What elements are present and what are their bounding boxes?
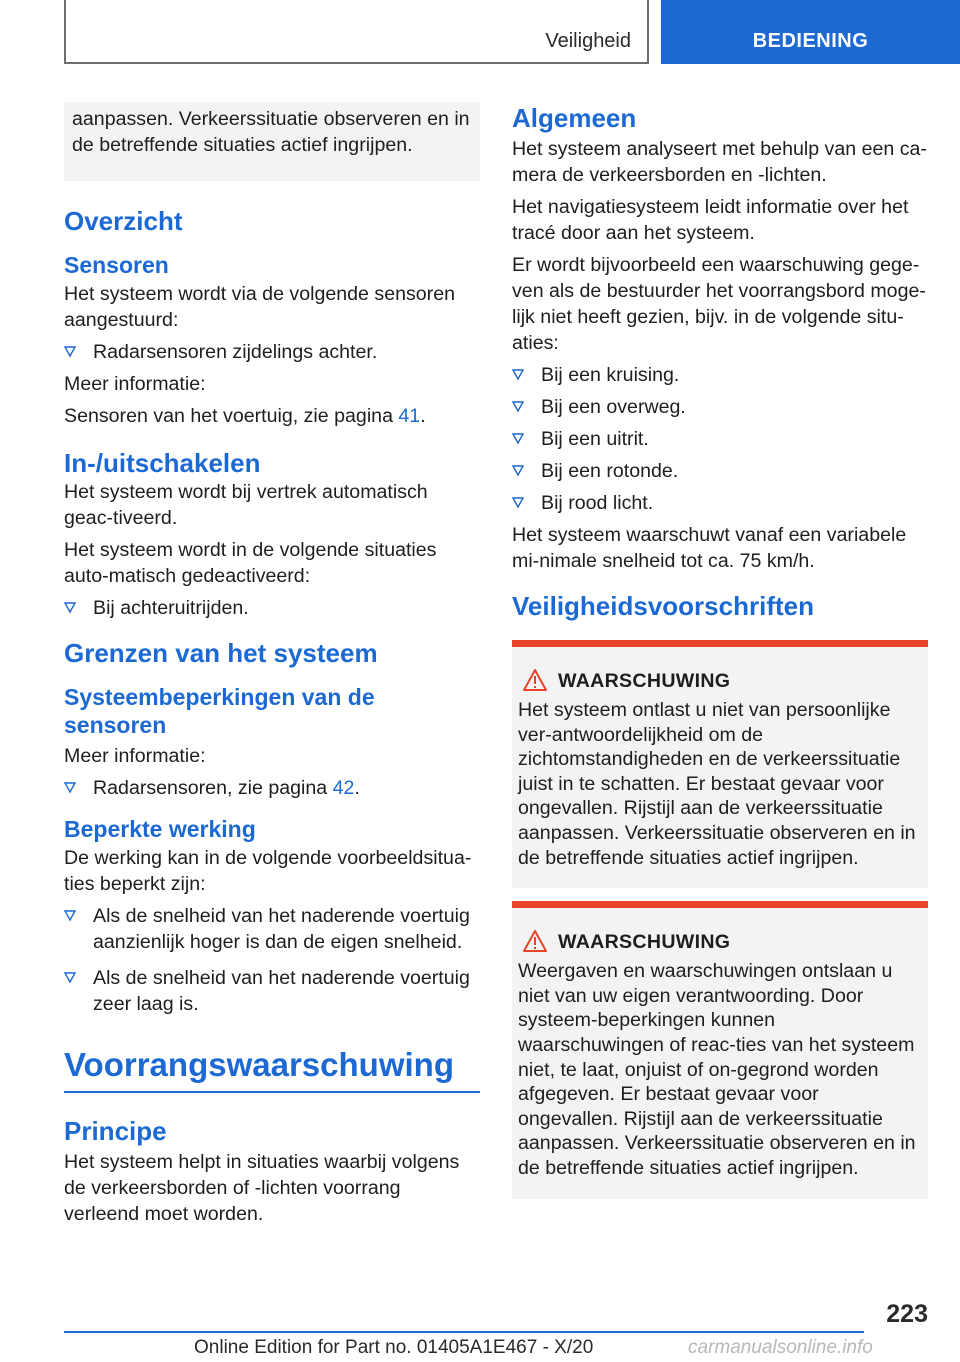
right-column xyxy=(512,102,928,1199)
heading-beperkte-werking: Beperkte werking xyxy=(64,816,256,842)
grenzen-more-info: Meer informatie: xyxy=(64,745,206,767)
warning-text: Het systeem ontlast u niet van persoonlijke ver‐antwoordelijkheid om de zichtomstandigheden en de verkeerssituatie juist in te schatten. Er bestaat gevaar voor ongevallen. Rijstijl aan de verkeerssituatie aanpassen. Verkeerssituatie observeren en in de betreffende situaties actief ingrijpen. xyxy=(518,699,916,869)
warning-continuation-text: aanpassen. Verkeerssituatie observeren en in de betreffende situaties actief ingrijpen. xyxy=(72,108,470,156)
warning-box-2 xyxy=(512,901,928,1198)
inuit-list xyxy=(64,595,480,621)
list-item: Bij een kruising. xyxy=(512,362,928,388)
triangle-bullet-icon xyxy=(512,497,524,509)
list-item: Radarsensoren, zie pagina 42. xyxy=(64,775,480,801)
beperkt-list xyxy=(64,903,480,1017)
footer-divider xyxy=(64,1331,864,1333)
heading-systeembeperkingen: Systeembeperkingen van de sensoren xyxy=(64,684,375,738)
list-item: Als de snelheid van het naderende voertuig zeer laag is. xyxy=(64,965,480,1017)
heading-in-uitschakelen: In-/uitschakelen xyxy=(64,448,261,478)
beperkt-text: De werking kan in de volgende voorbeeldsitua‐ties beperkt zijn: xyxy=(64,847,472,895)
left-column xyxy=(64,102,480,1233)
heading-overzicht: Overzicht xyxy=(64,206,183,236)
sensoren-list xyxy=(64,339,480,365)
sensoren-more-info: Meer informatie: xyxy=(64,373,206,395)
principe-text: Het systeem helpt in situaties waarbij volgens de verkeersborden of -lichten voorrang verleend moet worden. xyxy=(64,1151,460,1225)
list-item: Bij een uitrit. xyxy=(512,426,928,452)
algemeen-text-2: Het navigatiesysteem leidt informatie over het tracé door aan het systeem. xyxy=(512,196,909,244)
warning-box-1 xyxy=(512,640,928,888)
triangle-bullet-icon xyxy=(64,972,76,984)
header-section-title: Veiligheid xyxy=(545,30,631,52)
triangle-bullet-icon xyxy=(512,433,524,445)
algemeen-text-1: Het systeem analyseert met behulp van een ca‐mera de verkeersborden en -lichten. xyxy=(512,138,927,186)
page-link-42[interactable]: 42 xyxy=(332,777,355,799)
algemeen-text-3: Er wordt bijvoorbeeld een waarschuwing gege‐ven als de bestuurder het voorrangsbord moge‐lijk niet heeft gezien, bijv. in de volgende situ‐aties: xyxy=(512,254,926,354)
triangle-bullet-icon xyxy=(64,602,76,614)
warning-header xyxy=(518,929,922,955)
heading-principe: Principe xyxy=(64,1116,167,1146)
list-item: Radarsensoren zijdelings achter. xyxy=(64,339,480,365)
heading-voorrangswaarschuwing: Voorrangswaarschuwing xyxy=(64,1045,480,1093)
triangle-bullet-icon xyxy=(512,369,524,381)
footer-edition: Online Edition for Part no. 01405A1E467 - X/20 xyxy=(194,1337,594,1358)
heading-grenzen: Grenzen van het systeem xyxy=(64,638,378,668)
footer-watermark: carmanualsonline.info xyxy=(688,1337,873,1358)
warning-label: WAARSCHUWING xyxy=(558,931,731,954)
inuit-text-1: Het systeem wordt bij vertrek automatisch geac‐tiveerd. xyxy=(64,481,428,529)
list-item: Bij een overweg. xyxy=(512,394,928,420)
triangle-bullet-icon xyxy=(64,346,76,358)
header-chapter-tab[interactable] xyxy=(661,0,960,64)
warning-triangle-icon xyxy=(522,929,548,953)
sensoren-reference: Sensoren van het voertuig, zie pagina 41. xyxy=(64,405,426,427)
algemeen-text-4: Het systeem waarschuwt vanaf een variabele mi‐nimale snelheid tot ca. 75 km/h. xyxy=(512,524,907,572)
list-item: Bij rood licht. xyxy=(512,490,928,516)
list-item: Bij een rotonde. xyxy=(512,458,928,484)
inuit-text-2: Het systeem wordt in de volgende situaties auto‐matisch gedeactiveerd: xyxy=(64,539,437,587)
triangle-bullet-icon xyxy=(64,782,76,794)
page-link-41[interactable]: 41 xyxy=(398,405,421,427)
warning-header xyxy=(518,668,922,694)
page-number: 223 xyxy=(886,1300,928,1328)
list-item: Als de snelheid van het naderende voertuig aanzienlijk hoger is dan de eigen snelheid. xyxy=(64,903,480,955)
header-section-box xyxy=(64,0,649,64)
triangle-bullet-icon xyxy=(512,401,524,413)
heading-sensoren: Sensoren xyxy=(64,252,169,278)
warning-label: WAARSCHUWING xyxy=(558,670,731,692)
situations-list xyxy=(512,362,928,516)
sensoren-text: Het systeem wordt via de volgende sensoren aangestuurd: xyxy=(64,283,455,331)
list-item: Bij achteruitrijden. xyxy=(64,595,480,621)
grenzen-ref-list xyxy=(64,775,480,801)
warning-triangle-icon xyxy=(522,668,548,692)
warning-text: Weergaven en waarschuwingen ontslaan u niet van uw eigen verantwoording. Door systeem‐beperkingen kunnen waarschuwingen of reac‐ties van het systeem niet, te laat, onjuist of on‐gegrond worden afgegeven. Er bestaat gevaar voor ongevallen. Rijstijl aan de verkeerssituatie aanpassen. Verkeerssituatie observeren en in de betreffende situaties actief ingrijpen. xyxy=(518,960,916,1179)
warning-continuation-box xyxy=(64,102,480,181)
header-chapter-label: BEDIENING xyxy=(752,30,869,52)
triangle-bullet-icon xyxy=(512,465,524,477)
heading-veiligheidsvoorschriften: Veiligheidsvoorschriften xyxy=(512,591,814,621)
heading-algemeen: Algemeen xyxy=(512,103,637,133)
triangle-bullet-icon xyxy=(64,910,76,922)
